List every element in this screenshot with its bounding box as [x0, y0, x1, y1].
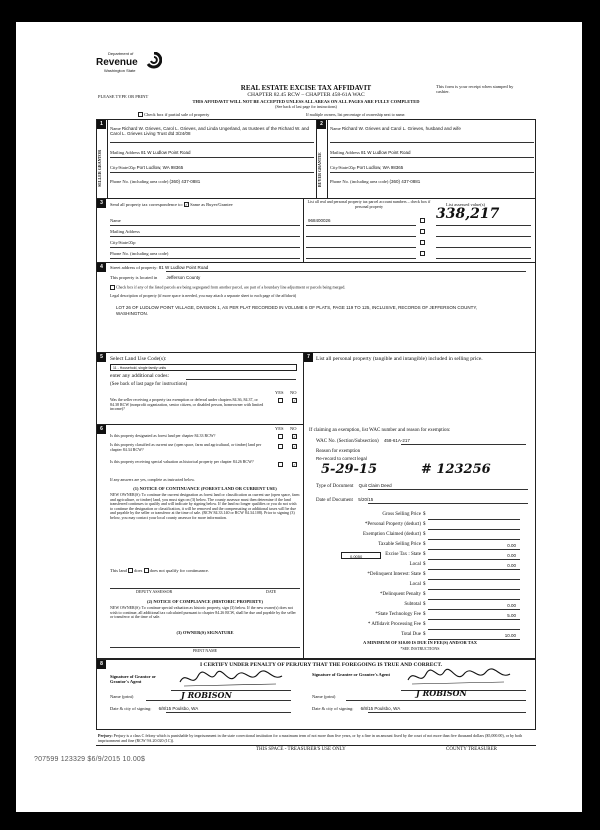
- grantee-signature-label: Signature of Grantee or Grantee's Agent: [312, 672, 390, 677]
- buyer-name-field[interactable]: Name Richard W. Grieves and Carol L. Grieves, husband and wife: [330, 126, 461, 131]
- segregated-row: Check box if any of the listed parcels are being segregated from another parcel, are part of a boundary line adjustment or parcels being merged.: [110, 285, 345, 290]
- tax-row-label: Exemption Claimed (deduct): [362, 532, 421, 537]
- tax-row-underline: [428, 519, 520, 520]
- parcel-personal-checkbox-4[interactable]: [420, 251, 425, 256]
- please-type: PLEASE TYPE OR PRINT: [98, 94, 149, 99]
- current-use-no-checkbox[interactable]: ✓: [293, 444, 297, 449]
- tax-row-currency: $: [423, 532, 426, 537]
- tax-row-label: Taxable Selling Price: [378, 542, 421, 547]
- tax-row-value[interactable]: 5.00: [507, 612, 516, 618]
- segregated-checkbox[interactable]: [110, 285, 115, 290]
- buyer-name-value: Richard W. Grieves and Carol L. Grieves, husband and wife: [341, 126, 461, 131]
- grantor-signature[interactable]: [176, 668, 286, 690]
- sec5-no-checkbox[interactable]: ✓: [293, 398, 297, 403]
- tax-row-underline: [428, 539, 520, 540]
- seller-grantor-label: SELLER GRANTOR: [97, 149, 102, 187]
- tax-row-currency: $: [423, 632, 426, 637]
- grantor-signature-label: Signature of Grantor or Grantor's Agent: [110, 674, 156, 685]
- tax-row-label: Subtotal: [404, 602, 421, 607]
- historic-no-checkbox[interactable]: ✓: [293, 462, 297, 467]
- affidavit-sheet: [16, 22, 582, 812]
- tax-row-currency: $: [423, 622, 426, 627]
- grantor-date-field[interactable]: Date & city of signing: 6/8/15 Poulsbo, WA: [110, 706, 199, 711]
- tax-row-label: Total Due: [401, 632, 421, 637]
- county-field[interactable]: This property is located in Jefferson County: [110, 275, 201, 280]
- street-address-field[interactable]: Street address of property: 81 W Ludlow Point Road: [110, 265, 209, 270]
- tax-row-value[interactable]: 0.00: [507, 562, 516, 568]
- tax-row-value[interactable]: 0.00: [507, 602, 516, 608]
- land-qualify-row: This land does does not qualify for continuance.: [110, 568, 209, 573]
- current-use-question: Is this property classified as current use (open space, farm and agricultural, or timber) land per chapter 84.34 RCW?: [110, 442, 262, 452]
- street-address-value: 81 W Ludlow Point Road: [158, 265, 209, 270]
- dept-line-3: Washington State: [104, 68, 136, 73]
- dept-line-2: Revenue: [96, 57, 138, 68]
- tax-row-label: Local: [409, 562, 421, 567]
- tax-row-currency: $: [423, 612, 426, 617]
- notice-continuance-text: NEW OWNER(S): To continue the current designation as forest land or classification as current use (open space, farm and agriculture, or timber) land, you must sign on (3) below. The county assessor must then determine if the land transferred continues to qualify and will indicate by signing below. If the land no longer qualifies or you do not wish to continue the designation or classification, it will be removed and the compensating or additional taxes will be due and payable by the seller or transferor at the time of sale. (RCW 84.33.140 or RCW 84.34.108). Prior to signing (3) below, you may contact your local county assessor for more information.: [110, 492, 300, 520]
- sec6-yes-header: YES: [275, 426, 284, 431]
- grantee-name-label: Name (print): [312, 694, 336, 699]
- grantee-signature[interactable]: [404, 666, 514, 688]
- correspondence-phone-label: Phone No. (including area code): [110, 251, 169, 256]
- tax-row-label: *State Technology Fee: [375, 612, 421, 617]
- tax-row-currency: $: [423, 542, 426, 547]
- parcel-header: List all real and personal property tax parcel account numbers – check box if personal property: [307, 199, 431, 209]
- tax-row-underline: [428, 559, 520, 560]
- doc-date-value: 5/20/15: [358, 497, 374, 502]
- tax-row-underline: [428, 529, 520, 530]
- wac-field[interactable]: WAC No. (Section/Subsection) 458-61A-217: [316, 438, 410, 444]
- exemption-question: Was the seller receiving a property tax exemption or deferral under chapters 84.36, 84.37, or 84.38 RCW (nonprofit organization, senior citizen, or disabled person, homeowner with limited income)?: [110, 397, 264, 412]
- any-yes-note: If any answers are yes, complete as instructed below.: [110, 477, 195, 482]
- legal-description-label: Legal description of property (if more space is needed, you may attach a separate sheet to each page of the affidavit): [110, 293, 297, 298]
- correspondence-name-label: Name: [110, 218, 121, 223]
- tax-row-label: *Delinquent Penalty: [380, 592, 421, 597]
- seller-name-value: Richard W. Grieves, Carol L. Grieves, and Linda Ungerland, as trustees of the Richard W. and Carol L. Grieves Living Trust dtd 3/24/08: [110, 126, 309, 137]
- deputy-assessor-label: DEPUTY ASSESSOR: [136, 589, 173, 594]
- partial-sale-checkbox[interactable]: [138, 112, 143, 117]
- perjury-notice: Perjury: Perjury is a class C felony which is punishable by imprisonment in the state correctional institution for a maximum term of not more than five years, or by a fine in an amount fixed by the court of not more than five thousand dollars ($5,000.00), or by both imprisonment and fine (RCW 9A.20.020 (1C)).: [98, 733, 523, 743]
- notice-continuance-title: (1) NOTICE OF CONTINUANCE (FOREST LAND OR CURRENT USE): [133, 486, 277, 491]
- same-as-buyer-checkbox[interactable]: ✓: [184, 202, 189, 208]
- sec5-no-header: NO: [290, 390, 297, 395]
- current-use-yes-checkbox[interactable]: [278, 444, 283, 449]
- land-use-see-back: (See back of last page for instructions): [110, 382, 188, 387]
- land-does-checkbox[interactable]: [128, 568, 133, 573]
- minimum-due-note: A MINIMUM OF $10.00 IS DUE IN FEE(S) AND/OR TAX: [363, 640, 477, 645]
- partial-sale-row: [138, 112, 209, 117]
- forest-yes-checkbox[interactable]: [278, 434, 283, 439]
- form-warning: THIS AFFIDAVIT WILL NOT BE ACCEPTED UNLESS ALL AREAS ON ALL PAGES ARE FULLY COMPLETED: [192, 99, 420, 104]
- tax-row-underline: [428, 549, 520, 550]
- historic-question: Is this property receiving special valuation as historical property per chapter 84.26 RCW?: [110, 459, 254, 464]
- tax-row-underline: [428, 599, 520, 600]
- tax-row-underline: [428, 629, 520, 630]
- correspondence-mailing-label: Mailing Address: [110, 229, 140, 234]
- reason-exemption-value: Re-record to correct legal: [316, 456, 367, 461]
- buyer-grantee-label: BUYER GRANTEE: [317, 152, 322, 187]
- buyer-city-value: Port Ludlow, WA 98365: [356, 165, 404, 170]
- forest-question: Is this property designated as forest land per chapter 84.33 RCW?: [110, 433, 216, 438]
- tax-row-underline: [428, 579, 520, 580]
- see-instructions-note: *SEE INSTRUCTIONS: [400, 646, 440, 651]
- section-5-number: 5: [97, 353, 106, 362]
- seller-mailing-value: 81 W Ludlow Point Road: [141, 150, 191, 155]
- partial-sale-label: Check box if partial sale of property: [144, 112, 210, 117]
- notice-compliance-title: (2) NOTICE OF COMPLIANCE (HISTORIC PROPERTY): [147, 599, 263, 604]
- tax-row-currency: $: [423, 512, 426, 517]
- buyer-city-field[interactable]: City/State/Zip Port Ludlow, WA 98365: [330, 165, 404, 170]
- doc-type-field[interactable]: Type of Document Quit Claim Deed: [316, 483, 392, 489]
- reason-exemption-label: Reason for exemption: [316, 449, 361, 454]
- buyer-mailing-field[interactable]: Mailing Address 81 W Ludlow Point Road: [330, 150, 411, 155]
- tax-row-currency: $: [423, 582, 426, 587]
- grantor-name-label: Name (print): [110, 694, 134, 699]
- tax-row-currency: $: [423, 602, 426, 607]
- land-does-not-checkbox[interactable]: [144, 568, 149, 573]
- land-use-label: Select Land Use Code(s):: [110, 356, 167, 362]
- grantee-date-field[interactable]: Date & city of signing: 6/8/15 Poulsbo, WA: [312, 706, 401, 711]
- section-2-number: 2: [317, 120, 326, 129]
- parcel-personal-checkbox-3[interactable]: [420, 240, 425, 245]
- section-6-number: 6: [97, 425, 106, 434]
- wac-value: 458-61A-217: [383, 438, 410, 443]
- section-3-number: 3: [97, 199, 106, 208]
- tax-row-label: * Affidavit Processing Fee: [367, 622, 421, 627]
- grantor-printed-name: J ROBISON: [181, 690, 232, 700]
- grantee-date-value: 6/8/15 Poulsbo, WA: [360, 706, 401, 711]
- sec5-yes-header: YES: [275, 390, 284, 395]
- legal-description-value: LOT 26 OF LUDLOW POINT VILLAGE, DIVISION 1, AS PER PLAT RECORDED IN VOLUME 6 OF PLATS, PAGE 119 TO 125, INCLUSIVE, RECORDS OF JEFFERSON COUNTY, WASHINGTON.: [116, 305, 478, 316]
- multiple-owners-note: If multiple owners, list percentage of ownership next to name.: [306, 112, 406, 117]
- buyer-phone-value: (360) 437-0881: [389, 179, 421, 184]
- tax-row-underline: [428, 569, 520, 570]
- assessed-value-label: List assessed value(s): [446, 202, 485, 207]
- parcel-number: 968400026: [308, 218, 331, 223]
- receipt-note: This form is your receipt when stamped by cashier.: [436, 84, 514, 95]
- notice-compliance-text: NEW OWNER(S): To continue special valuation as historic property, sign (3) below. If the new owner(s) does not wish to continue, all additional tax calculated pursuant to chapter 84.26 RCW, shall be due and payable by the seller or transferor at the time of sale.: [110, 605, 296, 620]
- additional-codes-label: enter any additional codes:: [110, 373, 170, 379]
- section-1-number: 1: [97, 120, 106, 129]
- tax-row-label: Gross Selling Price: [382, 512, 421, 517]
- print-name-label: PRINT NAME: [192, 648, 218, 653]
- seller-phone-field[interactable]: Phone No. (including area code) (360) 437-0881: [110, 179, 201, 184]
- historic-yes-checkbox[interactable]: [278, 462, 283, 467]
- section-7-number: 7: [304, 353, 313, 362]
- buyer-mailing-value: 81 W Ludlow Point Road: [361, 150, 411, 155]
- tax-row-currency: $: [423, 592, 426, 597]
- tax-row-value[interactable]: 0.00: [507, 552, 516, 558]
- tax-row-label: *Delinquent Interest: State: [367, 572, 421, 577]
- handwritten-receipt: # 123256: [421, 462, 491, 477]
- parcel-personal-checkbox-1[interactable]: [420, 218, 425, 223]
- local-rate-box[interactable]: 0.0050: [341, 552, 381, 559]
- tax-row-underline: [428, 619, 520, 620]
- certify-statement: I CERTIFY UNDER PENALTY OF PERJURY THAT THE FOREGOING IS TRUE AND CORRECT.: [199, 662, 442, 668]
- buyer-phone-field[interactable]: Phone No. (including area code) (360) 437-0881: [330, 179, 421, 184]
- seller-mailing-field[interactable]: Mailing Address 81 W Ludlow Point Road: [110, 150, 191, 155]
- section-8-number: 8: [97, 660, 106, 669]
- revenue-swirl-icon: [146, 52, 162, 70]
- exemption-claim-label: If claiming an exemption, list WAC number and reason for exemption:: [309, 428, 451, 433]
- seller-city-value: Port Ludlow, WA 98365: [136, 165, 184, 170]
- county-treasurer: COUNTY TREASURER: [446, 747, 497, 752]
- grantee-printed-name: J ROBISON: [416, 688, 467, 698]
- owner-signature-label: (3) OWNER(S) SIGNATURE: [176, 630, 234, 635]
- tax-row-underline: [428, 589, 520, 590]
- tax-row-value[interactable]: 0.00: [507, 542, 516, 548]
- handwritten-date: 5-29-15: [321, 462, 378, 477]
- correspondence-city-label: City/State/Zip: [110, 240, 136, 245]
- forest-no-checkbox[interactable]: ✓: [293, 434, 297, 439]
- seller-phone-value: (360) 437-0881: [169, 179, 201, 184]
- tax-row-underline: [428, 609, 520, 610]
- seller-name-field[interactable]: Name Richard W. Grieves, Carol L. Grieves, and Linda Ungerland, as trustees of the Richard W. and Carol L. Grieves Living Trust dtd 3/24/08: [110, 126, 309, 137]
- doc-date-field[interactable]: Date of Document 5/20/15: [316, 497, 374, 503]
- form-title: REAL ESTATE EXCISE TAX AFFIDAVIT: [240, 84, 372, 92]
- doc-type-value: Quit Claim Deed: [358, 483, 392, 488]
- tax-row-currency: $: [423, 572, 426, 577]
- tax-row-currency: $: [423, 562, 426, 567]
- treasurer-stamp: ?07599 123329 $6/9/2015 10.00$: [34, 756, 146, 763]
- sec6-no-header: NO: [290, 426, 297, 431]
- tax-row-label: *Personal Property (deduct): [364, 522, 421, 527]
- send-correspondence-row: Send all property tax correspondence to: ✓ Same as Buyer/Grantee: [110, 202, 233, 208]
- form-see-back: (See back of last page for instructions): [275, 104, 337, 109]
- personal-property-label: List all personal property (tangible and intangible) included in selling price.: [316, 356, 483, 362]
- assessed-value-handwritten: 338,217: [436, 206, 500, 222]
- dept-line-1: Department of: [108, 51, 134, 56]
- grantor-date-value: 6/8/15 Poulsbo, WA: [158, 706, 199, 711]
- sec5-yes-checkbox[interactable]: [278, 398, 283, 403]
- tax-row-currency: $: [423, 552, 426, 557]
- tax-row-value[interactable]: 10.00: [504, 632, 516, 638]
- tax-row-label: Local: [409, 582, 421, 587]
- parcel-personal-checkbox-2[interactable]: [420, 229, 425, 234]
- section-4-number: 4: [97, 263, 106, 272]
- tax-row-currency: $: [423, 522, 426, 527]
- revenue-logo: [96, 52, 166, 92]
- treasurer-use: THIS SPACE - TREASURER'S USE ONLY: [256, 747, 346, 752]
- form-chapter: CHAPTER 82.45 RCW – CHAPTER 458-61A WAC: [247, 92, 365, 98]
- deputy-date-label: DATE: [266, 589, 277, 594]
- land-use-input[interactable]: 11 - Household, single family units: [110, 364, 297, 371]
- seller-city-field[interactable]: City/State/Zip Port Ludlow, WA 98365: [110, 165, 184, 170]
- county-value: Jefferson County: [166, 275, 201, 280]
- tax-row-label: Excise Tax : State: [385, 552, 421, 557]
